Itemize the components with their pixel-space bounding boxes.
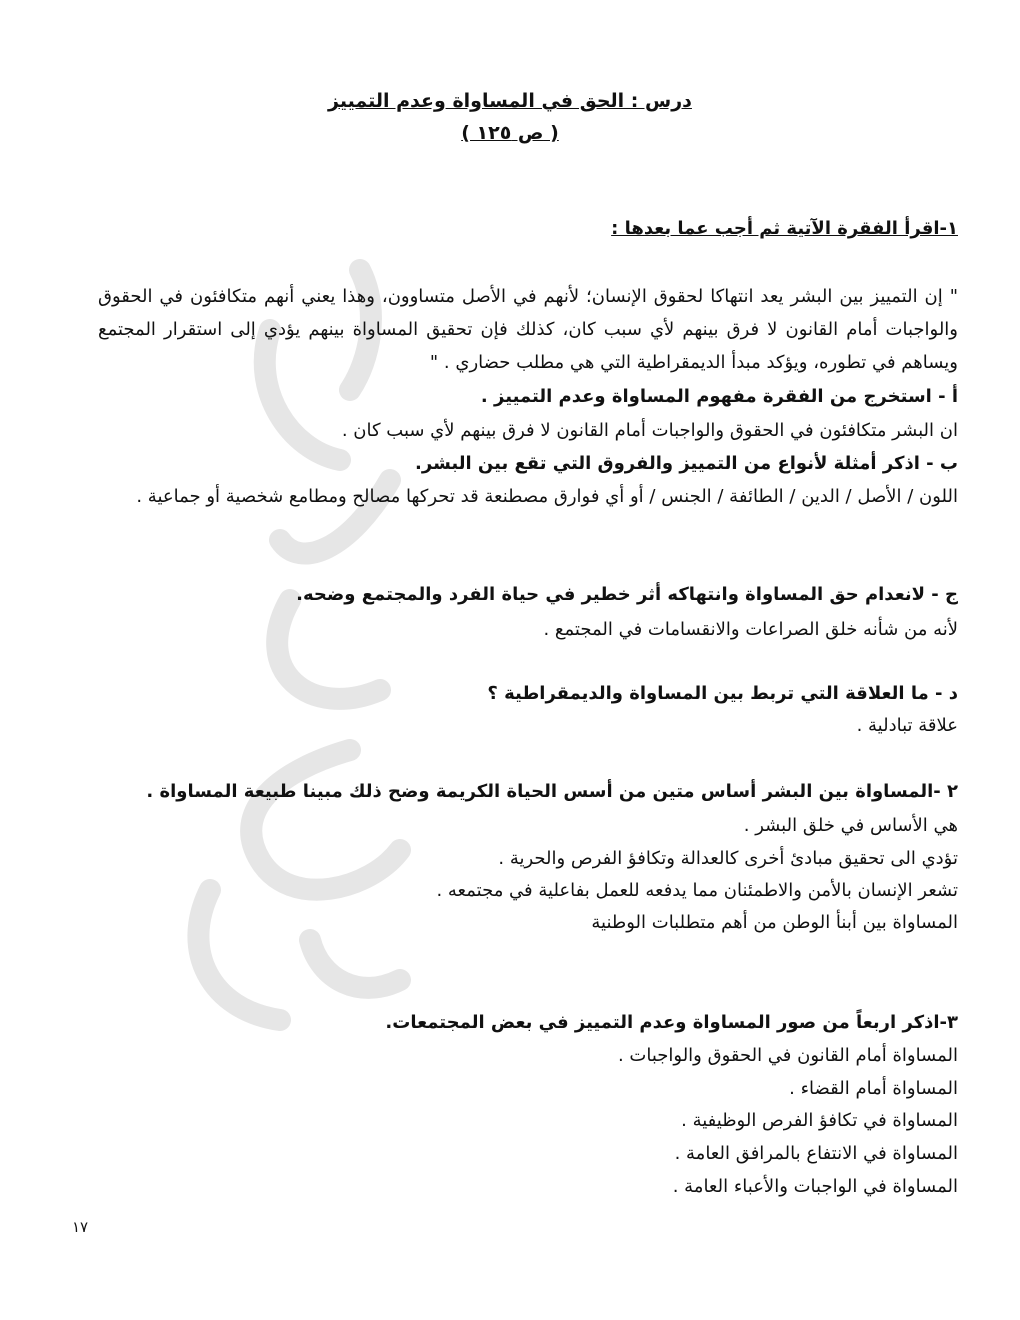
question-2-answer-line: هي الأساس في خلق البشر . (743, 815, 958, 836)
page-title: درس : الحق في المساواة وعدم التمييز (328, 90, 692, 112)
question-1a-prompt: أ - استخرج من الفقرة مفهوم المساواة وعدم التمييز . (480, 386, 958, 407)
question-3-answer-line: المساواة أمام القضاء . (789, 1078, 958, 1099)
question-1b-answer: اللون / الأصل / الدين / الطائفة / الجنس / أو أي فوارق مصطنعة قد تحركها مصالح ومطامع شخصية أو جماعية . (136, 486, 958, 507)
question-1c-prompt: ج - لانعدام حق المساواة وانتهاكه أثر خطير في حياة الفرد والمجتمع وضحه. (296, 584, 958, 605)
question-3-answer-line: المساواة في الواجبات والأعباء العامة . (672, 1176, 958, 1197)
question-1-heading: ١-اقرأ الفقرة الآتية ثم أجب عما بعدها : (611, 218, 958, 239)
question-1d-prompt: د - ما العلاقة التي تربط بين المساواة والديمقراطية ؟ (487, 683, 958, 704)
question-1-passage: " إن التمييز بين البشر يعد انتهاكا لحقوق الإنسان؛ لأنهم في الأصل متساوون، وهذا يعني أنهم متكافئون في الحقوق والواجبات أمام القانون لا فرق بينهم لأي سبب كان، كذلك فإن تحقيق المساواة بينهم يؤدي إلى استقرار المجتمع ويساهم في تطوره، ويؤكد مبدأ الديمقراطية التي هي مطلب حضاري . " (98, 286, 958, 373)
question-3-answer-line: المساواة أمام القانون في الحقوق والواجبات . (617, 1045, 958, 1066)
question-2-answer-line: المساواة بين أبنأ الوطن من أهم متطلبات الوطنية (591, 912, 958, 933)
page-number: ١٧ (72, 1218, 89, 1236)
question-1c-answer: لأنه من شأنه خلق الصراعات والانقسامات في المجتمع . (543, 619, 958, 640)
question-2-answer-line: تشعر الإنسان بالأمن والاطمئنان مما يدفعه للعمل بفاعلية في مجتمعه . (436, 880, 958, 901)
question-2-answer-line: تؤدي الى تحقيق مبادئ أخرى كالعدالة وتكافؤ الفرص والحرية . (498, 848, 958, 869)
question-1a-answer: ان البشر متكافئون في الحقوق والواجبات أمام القانون لا فرق بينهم لأي سبب كان . (341, 420, 958, 441)
question-3-answer-line: المساواة في تكافؤ الفرص الوظيفية . (681, 1110, 958, 1131)
question-1b-prompt: ب - اذكر أمثلة لأنواع من التمييز والفروق التي تقع بين البشر. (415, 453, 958, 474)
question-3-answer-line: المساواة في الانتفاع بالمرافق العامة . (674, 1143, 958, 1164)
page-reference: ( ص ١٢٥ ) (461, 122, 559, 144)
question-1d-answer: علاقة تبادلية . (856, 715, 958, 736)
question-2-heading: ٢ -المساواة بين البشر أساس متين من أسس الحياة الكريمة وضح ذلك مبينا طبيعة المساواة . (146, 781, 958, 802)
question-3-heading: ٣-اذكر اربعاً من صور المساواة وعدم التمييز في بعض المجتمعات. (385, 1012, 958, 1033)
